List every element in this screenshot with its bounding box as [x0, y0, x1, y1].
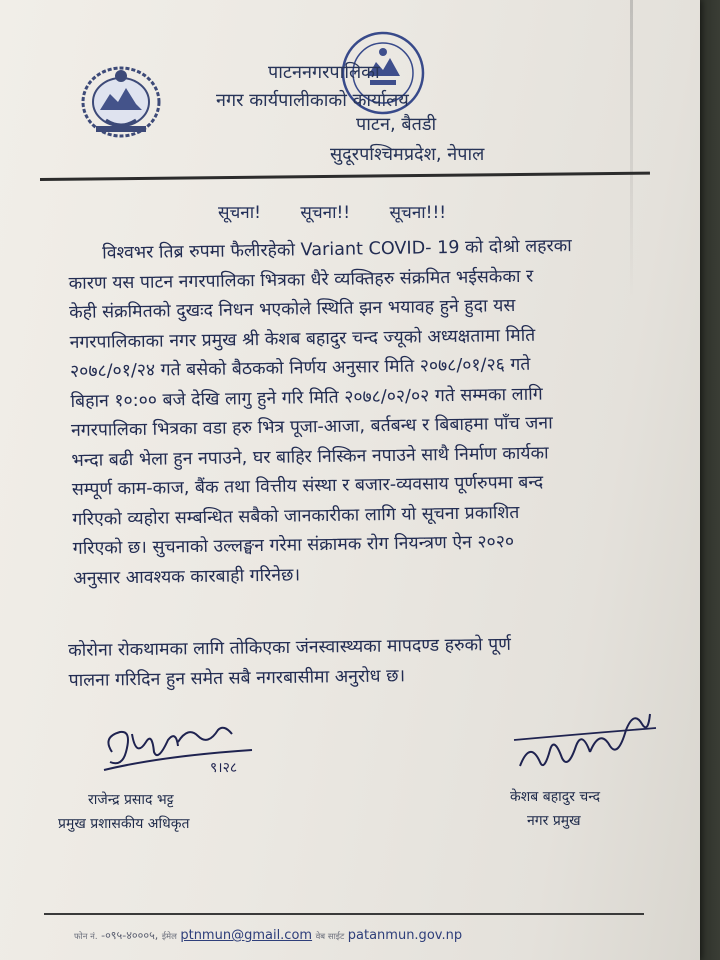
- body-line: गरिएको छ। सुचनाको उल्लङ्घन गरेमा संक्रामक रोग नियन्त्रण ऐन २०२०: [72, 532, 515, 559]
- signature-date-note: ९।२८: [210, 760, 238, 776]
- body-line: २०७८/०१/२४ गते बसेको बैठकको निर्णय अनुसार मिति २०७८/०१/२६ गते: [69, 354, 531, 382]
- body-line: विश्वभर तिब्र रुपमा फैलीरहेको Variant COVID- 19 को दोश्रो लहरका: [102, 236, 572, 264]
- signatory-right-title: नगर प्रमुख: [527, 813, 581, 829]
- body-line: गरिएको व्यहोरा सम्बन्धित सबैको जानकारीका लागि यो सूचना प्रकाशित: [72, 502, 520, 530]
- website-label: वेब साईट: [315, 932, 345, 942]
- letterhead-location: पाटन, बैतडी: [356, 114, 437, 135]
- email-label: ईमेल: [161, 932, 177, 942]
- nepal-emblem-icon: [78, 60, 164, 140]
- closing-line: कोरोना रोकथामका लागि तोकिएका जंनस्वास्थ्यका मापदण्ड हरुको पूर्ण: [68, 634, 512, 661]
- letterhead-office: नगर कार्यपालीकाको कार्यालय: [216, 90, 409, 111]
- phone-number: -०९५-४०००५,: [101, 929, 159, 942]
- website-link[interactable]: patanmun.gov.np: [347, 928, 463, 943]
- email-link[interactable]: ptnmun@gmail.com: [180, 928, 313, 943]
- footer-divider: [44, 913, 644, 915]
- body-line: अनुसार आवश्यक कारबाही गरिनेछ।: [73, 564, 301, 589]
- body-line: कारण यस पाटन नगरपालिका भित्रका धैरे व्यक्तिहरु संक्रमित भईसकेका र: [68, 266, 534, 294]
- notice-heading-3: सूचना!!!: [389, 203, 447, 223]
- body-line: नगरपालिकाका नगर प्रमुख श्री केशब बहादुर चन्द ज्यूको अध्यक्षतामा मिति: [69, 325, 536, 353]
- body-line: केही संक्रमितको दुखःद निधन भएकोले स्थिति झन भयावह हुने हुदा यस: [68, 295, 516, 323]
- footer-contact: [74, 928, 462, 943]
- phone-label: फोन नं.: [74, 932, 98, 942]
- signature-left: [92, 712, 262, 782]
- closing-request: [68, 628, 669, 696]
- closing-line: पालना गरिदिन हुन समेत सबै नगरबासीमा अनुरोध छ।: [68, 666, 406, 691]
- body-line: बिहान १०:०० बजे देखि लागु हुने गरि मिति २०७८/०२/०२ गते सम्मका लागि: [70, 384, 543, 412]
- header-divider: [40, 172, 650, 181]
- body-line: सम्पूर्ण काम-काज, बैंक तथा वित्तीय संस्था र बजार-व्यवसाय पूर्णरुपमा बन्द: [71, 472, 544, 500]
- letterhead-municipality: पाटननगरपालिका: [268, 62, 380, 83]
- signature-right: [510, 700, 660, 780]
- signatory-left-title: प्रमुख प्रशासकीय अधिकृत: [58, 816, 190, 832]
- notice-body: [68, 231, 673, 594]
- notice-heading-1: सूचना!: [218, 203, 261, 223]
- signatory-right-name: केशब बहादुर चन्द: [510, 789, 601, 805]
- notice-heading-2: सूचना!!: [300, 203, 351, 223]
- body-line: नगरपालिका भित्रका वडा हरु भित्र पूजा-आजा, बर्तबन्ध र बिबाहमा पाँच जना: [70, 413, 553, 441]
- signatory-left-name: राजेन्द्र प्रसाद भट्ट: [88, 792, 174, 808]
- notice-heading: [218, 200, 480, 223]
- letterhead-province: सुदूरपश्चिमप्रदेश, नेपाल: [330, 144, 485, 165]
- body-line: भन्दा बढी भेला हुन नपाउने, घर बाहिर निस्किन नपाउने साथै निर्माण कार्यका: [71, 442, 549, 471]
